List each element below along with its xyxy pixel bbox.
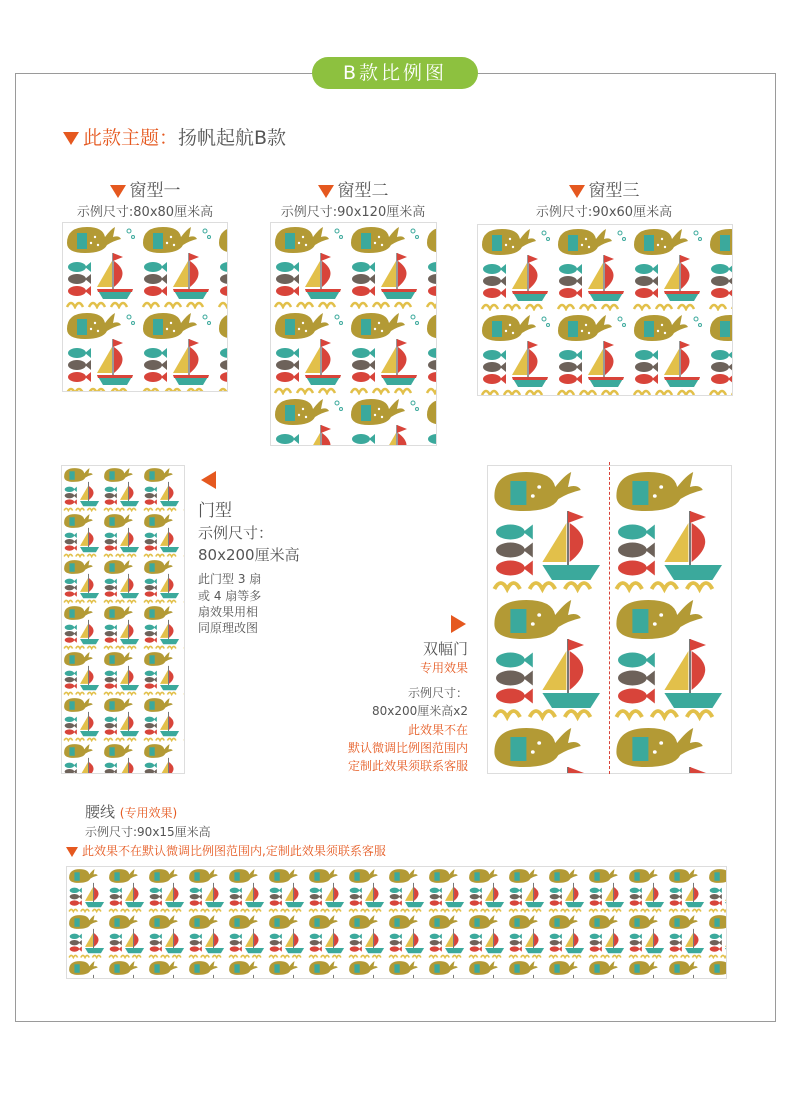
door-size-value: 80x200厘米高 bbox=[198, 546, 300, 564]
window-3-pattern-preview bbox=[477, 224, 733, 396]
double-door-warning-3: 定制此效果须联系客服 bbox=[347, 759, 468, 773]
theme-line bbox=[63, 123, 286, 150]
triangle-marker-icon bbox=[318, 185, 334, 198]
window-1-size: 示例尺寸:80x80厘米高 bbox=[76, 205, 214, 220]
window-2-pattern-preview bbox=[270, 222, 437, 446]
triangle-marker-icon bbox=[569, 185, 585, 198]
door-note-1: 此门型 3 扇 bbox=[198, 572, 262, 586]
waistline-size: 示例尺寸:90x15厘米高 bbox=[85, 825, 211, 839]
theme-value: 扬帆起航B款 bbox=[178, 127, 287, 149]
triangle-marker-icon bbox=[63, 132, 79, 145]
door-size-label: 示例尺寸： bbox=[198, 524, 274, 542]
double-door-title: 双幅门 bbox=[422, 640, 468, 658]
door-note-2: 或 4 扇等多 bbox=[198, 589, 262, 603]
waistline-warning-line: 此效果不在默认微调比例图范围内,定制此效果须联系客服 bbox=[66, 842, 386, 859]
triangle-marker-icon bbox=[66, 847, 78, 857]
double-door-warning-1: 此效果不在 bbox=[407, 723, 468, 737]
window-3-size: 示例尺寸:90x60厘米高 bbox=[535, 205, 673, 220]
double-door-warning-2: 默认微调比例图范围内 bbox=[347, 741, 468, 755]
triangle-left-icon bbox=[201, 471, 216, 489]
double-door-size-value: 80x200厘米高x2 bbox=[371, 704, 468, 718]
door-title: 门型 bbox=[198, 501, 232, 521]
window-2-size: 示例尺寸:90x120厘米高 bbox=[280, 205, 426, 220]
window-1-title: 窗型一 bbox=[62, 176, 228, 201]
section-badge: B款比例图 bbox=[312, 57, 478, 89]
double-door-size-label: 示例尺寸： bbox=[407, 686, 468, 700]
door-note-3: 扇效果用相 bbox=[198, 605, 259, 619]
triangle-marker-icon bbox=[110, 185, 126, 198]
window-3-title: 窗型三 bbox=[477, 176, 731, 201]
door-note-4: 同原理改图 bbox=[198, 621, 259, 635]
triangle-right-icon bbox=[451, 615, 466, 633]
waistline-title-line: 腰线 (专用效果) bbox=[85, 803, 178, 821]
window-1-pattern-preview bbox=[62, 222, 228, 392]
waistline-tag: (专用效果) bbox=[119, 806, 178, 820]
window-2-title: 窗型二 bbox=[270, 176, 436, 201]
door-pattern-preview bbox=[61, 465, 185, 774]
double-door-subtitle: 专用效果 bbox=[419, 661, 468, 675]
center-split-line bbox=[609, 462, 610, 774]
theme-label: 此款主题： bbox=[83, 127, 179, 149]
waistline-pattern-preview bbox=[66, 866, 727, 979]
